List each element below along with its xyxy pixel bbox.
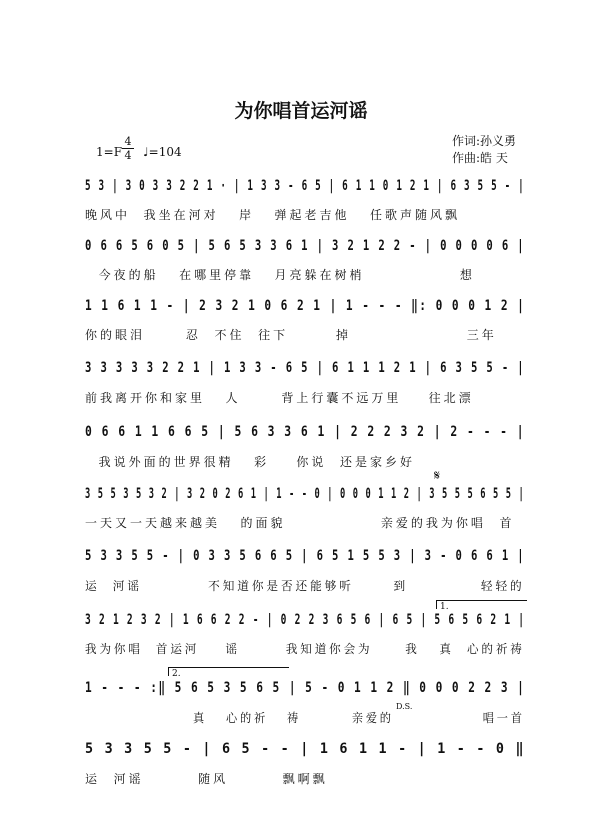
- lyric-row-1: 晚风中 我坐在河对 岸 弹起老吉他 任歌声随风飘: [85, 208, 460, 222]
- notes-row-3: 1 1 6 1 1 - | 2 3 2 1 0 6 2 1 | 1 - - - ‖: 0 0 0 1 2 |: [85, 298, 526, 314]
- score-row-1: [85, 178, 525, 202]
- notes-row-4: 3 3 3 3 3 2 2 1 | 1 3 3 - 6 5 | 6 1 1 1 2 1 | 6 3 5 5 - |: [85, 360, 526, 376]
- notes-row-1: 5 3 | 3 0 3 3 2 2 1 · | 1 3 3 - 6 5 | 6 1 1 0 1 2 1 | 6 3 5 5 - |: [85, 178, 525, 194]
- time-signature-bottom: 4: [124, 149, 132, 162]
- notes-row-7: 5 3 3 5 5 - | 0 3 3 5 6 6 5 | 6 5 1 5 5 3 | 3 - 0 6 6 1 |: [85, 548, 526, 564]
- lyric-row-3: 你的眼泪 忍 不住 往下 掉 三年: [85, 328, 497, 342]
- volta-2-bracket: [168, 667, 289, 676]
- song-title: 为你唱首运河谣: [234, 100, 368, 122]
- lyric-row-2: 今夜的船 在哪里停靠 月亮躲在树梢 想: [85, 268, 475, 282]
- notes-row-10: 5 3 3 5 5 - | 6 5 - - | 1 6 1 1 - | 1 - - 0 ‖: [85, 741, 526, 757]
- volta-1: 1.: [440, 602, 449, 612]
- score-row-10: [85, 741, 525, 765]
- notes-row-8: 3 2 1 2 3 2 | 1 6 6 2 2 - | 0 2 2 3 6 5 6 | 6 5 | 5 6 5 6 2 1 |: [85, 612, 526, 628]
- lyricist: 作词:孙义勇: [452, 134, 517, 148]
- score-row-5: [85, 424, 525, 448]
- lyric-row-10: 运 河谣 随风 飘啊飘: [85, 772, 328, 786]
- segno-sign: 𝄋: [434, 468, 441, 484]
- score-row-4: [85, 360, 525, 384]
- lyric-row-7: 运 河谣 不知道你是否还能够听 到 轻轻的: [85, 579, 525, 593]
- lyric-row-6: 一天又一天越来越美 的面貌 亲爱的我为你唱 首: [85, 516, 515, 530]
- notes-row-5: 0 6 6 1 1 6 6 5 | 5 6 3 3 6 1 | 2 2 2 3 2 | 2 - - - |: [85, 424, 526, 440]
- volta-1-bracket: [436, 600, 527, 609]
- score-row-8: [85, 612, 525, 636]
- lyric-row-4: 前我离开你和家里 人 背上行囊不远万里 往北漂: [85, 391, 474, 405]
- volta-2: 2.: [172, 669, 181, 679]
- score-row-6: [85, 486, 525, 510]
- score-row-3: [85, 298, 525, 322]
- score-row-9: [85, 680, 525, 704]
- time-signature-top: 4: [124, 135, 132, 148]
- credits: [452, 133, 516, 167]
- notes-row-6: 3 5 5 3 5 3 2 | 3 2 0 2 6 1 | 1 - - 0 | 0 0 0 1 1 2 | 3 5 5 5 6 5 5 |: [85, 486, 525, 502]
- lyric-row-9: 真 心的祈 祷 亲爱的 唱一首: [85, 711, 525, 725]
- ds-marking: D.S.: [396, 702, 413, 711]
- composer: 作曲:皓 天: [452, 151, 508, 165]
- lyric-row-8: 我为你唱 首运河 谣 我知道你会为 我 真 心的祈祷: [85, 642, 525, 656]
- notes-row-2: 0 6 6 5 6 0 5 | 5 6 5 3 3 6 1 | 3 2 1 2 2 - | 0 0 0 0 6 |: [85, 238, 526, 254]
- time-signature: [122, 136, 134, 161]
- notes-row-9: 1 - - - :‖ 5 6 5 3 5 6 5 | 5 - 0 1 1 2 ‖ 0 0 0 2 2 3 |: [85, 680, 526, 696]
- key-signature: 1=F: [96, 145, 123, 159]
- score-row-7: [85, 548, 525, 572]
- lyric-row-5: 我说外面的世界很精 彩 你说 还是家乡好: [85, 455, 415, 469]
- tempo-marking: ♩=104: [143, 145, 182, 159]
- score-row-2: [85, 238, 525, 262]
